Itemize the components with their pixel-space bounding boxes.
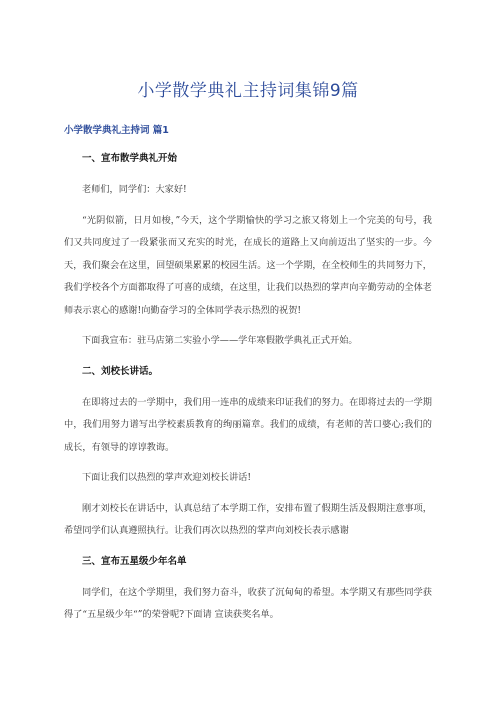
- paragraph-opening: “光阴似箭，日月如梭，”今天，这个学期愉快的学习之旅又将划上一个完美的句号，我们又共同度过了一段紧张而又充实的时光，在成长的道路上又向前迈出了坚实的一步。今天，我们聚会在这里，回望硕果累累的校园生活。这一个学期，在全校师生的共同努力下，我们学校各个方面都取得了可喜的成绩，在这里，让我们以热烈的掌声向辛勤劳动的全体老师表示衷心的感谢!向勤奋学习的全体同学表示热烈的祝贺!: [64, 214, 432, 316]
- paragraph-semester-review: 在即将过去的一学期中，我们用一连串的成绩来印证我们的努力。在即将过去的一学期中，我们用努力谱写出学校素质教育的绚丽篇章。我们的成绩，有老师的苦口婆心;我们的成长，有领导的谆谆教诲。: [64, 396, 432, 453]
- document-title: 小学散学典礼主持词集锦9篇: [137, 81, 359, 101]
- paragraph-thanks-principal: 刚才刘校长在讲话中，认真总结了本学期工作，安排布置了假期生活及假期注意事项，希望同学们认真遵照执行。让我们再次以热烈的掌声向刘校长表示感谢: [64, 502, 432, 536]
- section-title: 小学散学典礼主持词 篇1: [64, 125, 169, 136]
- heading-award-list: 三、宣布五星级少年名单: [82, 555, 187, 567]
- heading-start-ceremony: 一、宣布散学典礼开始: [82, 153, 178, 164]
- heading-principal-speech: 二、刘校长讲话。: [82, 365, 159, 377]
- document-body: [64, 140, 432, 635]
- paragraph-welcome-principal: 下面让我们以热烈的掌声欢迎刘校长讲话!: [82, 472, 252, 483]
- paragraph-award-intro: 同学们，在这个学期里，我们努力奋斗，收获了沉甸甸的希望。本学期又有那些同学获得了“五星级少年“”的荣誉呢?下面请 宣读获奖名单。: [64, 586, 432, 620]
- paragraph-announcement: 下面我宣布：驻马店第二实验小学——学年寒假散学典礼正式开始。: [82, 335, 358, 346]
- paragraph-greeting: 老师们，同学们：大家好!: [82, 184, 187, 195]
